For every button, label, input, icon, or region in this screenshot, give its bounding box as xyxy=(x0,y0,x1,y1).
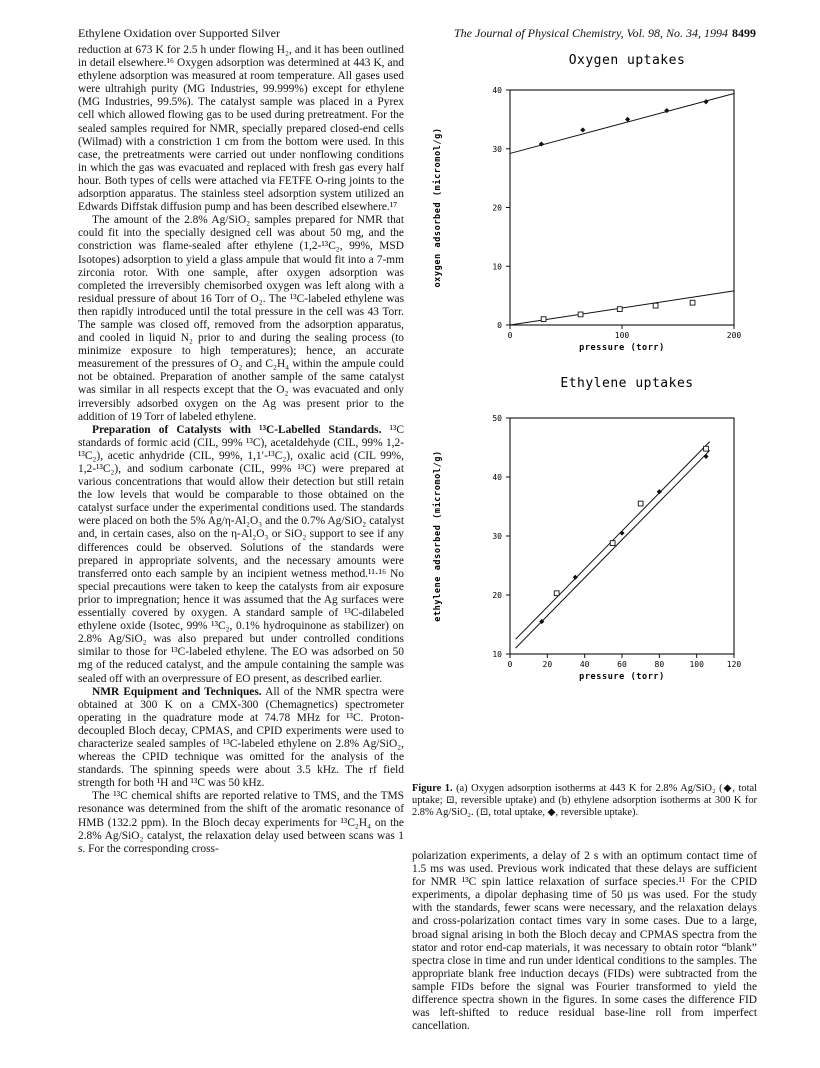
plot-frame xyxy=(510,418,734,654)
paragraph-text: All of the NMR spectra were obtained at 300 K on a CMX-300 (Chemagnetics) spectrometer operating in the quadrature mode at 74.78 MHz for ¹³C. Proton-decoupled Bloch decay, CPMAS, and CPID experiments were used to characterize sealed samples of ¹³C-labeled ethylene on 2.8% Ag/SiO₂, whereas the CPID technique was omitted for the analysis of the standards. The spinning speeds were about 3.5 kHz. The rf field strength for both ¹H and ¹³C was 50 kHz. xyxy=(78,685,404,790)
data-point-diamond xyxy=(703,454,708,459)
x-axis-label: pressure (torr) xyxy=(579,343,665,353)
data-point-diamond xyxy=(619,530,624,535)
x-tick-label: 20 xyxy=(542,660,553,669)
y-tick-label: 10 xyxy=(492,262,502,272)
x-tick-label: 100 xyxy=(689,660,704,669)
paragraph xyxy=(78,424,404,686)
data-point-square xyxy=(617,307,622,312)
x-tick-label: 0 xyxy=(507,660,513,669)
paragraph: polarization experiments, a delay of 2 s with an optimum contact time of 1.5 ms was used. Previous work indicated that these delays are sufficient for NMR ¹³C spin lattice relaxation of surface species.¹¹ For the CPID experiments, a dipolar dephasing time of 50 µs was used. For the study with the standards, fewer scans were necessary, and the relaxation delays and cross-polarization contact times vary in some cases. Due to a large, broad signal arising in both the Bloch decay and CPMAS spectra from the stator and rotor end-cap materials, it was necessary to obtain rotor “blank” spectra close in time and run under identical conditions to the samples. The appropriate blank free induction decays (FIDs) were subtracted from the sample FIDs before the signal was Fourier transformed to yield the difference spectra shown in the figures. In some cases the difference FID was left-shifted to reduce residual base-line roll from imperfect cancellation. xyxy=(412,850,757,1033)
right-column xyxy=(412,850,757,1033)
x-tick-label: 120 xyxy=(726,660,742,669)
caption-label: Figure 1. xyxy=(412,783,453,794)
x-axis-label: pressure (torr) xyxy=(579,672,665,682)
paragraph xyxy=(78,686,404,791)
x-tick-label: 40 xyxy=(579,660,590,669)
fit-line xyxy=(516,450,710,648)
data-point-diamond xyxy=(580,127,585,132)
section-heading: Preparation of Catalysts with ¹³C-Labelled Standards. xyxy=(92,423,382,436)
chart-title: Oxygen uptakes xyxy=(568,53,686,68)
x-tick-label: 80 xyxy=(654,660,665,669)
y-tick-label: 20 xyxy=(492,203,502,213)
y-axis-label: ethylene adsorbed (micromol/g) xyxy=(433,450,443,622)
running-title: Ethylene Oxidation over Supported Silver xyxy=(78,26,280,40)
x-tick-label: 100 xyxy=(614,331,630,340)
data-point-square xyxy=(554,591,559,596)
figure-1 xyxy=(412,44,772,779)
section-heading: NMR Equipment and Techniques. xyxy=(92,685,262,698)
y-tick-label: 50 xyxy=(492,414,502,423)
x-tick-label: 200 xyxy=(726,331,742,340)
data-point-square xyxy=(610,541,615,546)
data-point-square xyxy=(690,300,695,305)
caption-text: (a) Oxygen adsorption isotherms at 443 K for 2.8% Ag/SiO₂ (◆, total uptake; ⊡, reversible uptake) and (b) ethylene adsorption isotherms at 300 K for 2.8% Ag/SiO₂. (⊡, total uptake, ◆, reversible uptake). xyxy=(412,783,757,819)
paragraph: reduction at 673 K for 2.5 h under flowing H₂, and it has been outlined in detail elsewhere.¹⁶ Oxygen adsorption was determined at 443 K, and ethylene adsorption was measured at room temperature. All gases used were ultrahigh purity (MG Industries, 99.999%) except for ethylene (MG Industries, 99.5%). The catalyst sample was placed in a Pyrex cell which allowed flowing gas to be used during pretreatment. For the sealed samples required for NMR, specially prepared closed-end cells (Wilmad) with a constriction 1 cm from the bottom were used. In this case, the pretreatments were carried out under nonflowing conditions in which the gas was evacuated and replaced with fresh gas every half hour. Both types of cells were attached via FETFE O-ring joints to the adsorption apparatus. The stainless steel adsorption system utilized an Edwards Diffstak diffusion pump and has been described elsewhere.¹⁷ xyxy=(78,44,404,214)
page-number: 8499 xyxy=(732,26,756,40)
y-tick-label: 40 xyxy=(492,86,502,95)
data-point-square xyxy=(578,312,583,317)
figure-caption xyxy=(412,783,757,820)
y-tick-label: 10 xyxy=(492,650,502,659)
data-point-diamond xyxy=(657,489,662,494)
paragraph: The amount of the 2.8% Ag/SiO₂ samples prepared for NMR that could fit into the specially designed cell was about 50 mg, and the constriction was flame-sealed after ethylene (1,2-¹³C₂, 99%, MSD Isotopes) adsorption to yield a glass ampule that would fit into a 7-mm zirconia rotor. With one sample, after oxygen adsorption was completed the irreversibly chemisorbed oxygen was left along with a residual pressure of about 16 Torr of O₂. The ¹³C-labeled ethylene was then rapidly introduced until the total pressure in the cell was 43 Torr. The sample was closed off, removed from the adsorption apparatus, and cooled in liquid N₂ prior to and during the sealing process (to minimize exposure to high temperatures); hence, an accurate measurement of the pressures of O₂ and C₂H₄ within the ampule could not be obtained. Preparation of another sample of the same catalyst was similar in all respects except that the O₂ was evacuated and only irreversibly adsorbed oxygen on the Ag was present prior to the addition of 19 Torr of labeled ethylene. xyxy=(78,214,404,423)
y-tick-label: 20 xyxy=(492,591,502,600)
data-point-square xyxy=(704,446,709,451)
x-tick-label: 60 xyxy=(617,660,627,669)
y-axis-label: oxygen adsorbed (micromol/g) xyxy=(433,127,443,288)
data-point-square xyxy=(541,317,546,322)
y-tick-label: 0 xyxy=(497,321,502,330)
paragraph-text: ¹³C standards of formic acid (CIL, 99% ¹³C), acetaldehyde (CIL, 99% 1,2-¹³C₂), acetic anhydride (CIL, 99%, 1,1′-¹³C₂), oxalic acid (CIL 99%, 1,2-¹³C₂), and sodium carbonate (CIL, 99% ¹³C) were prepared at various concentrations that would allow their detection but still retain the low levels that would be comparable to those obtained on the catalyst surface under the experimental conditions used. The standards were placed on both the 5% Ag/η-Al₂O₃ and the 0.7% Ag/SiO₂ catalyst and, in certain cases, also on the η-Al₂O₃ or SiO₂ support to see if any differences could be observed. Solutions of the standards were prepared in appropriate solvents, and the necessary amounts were transferred onto each sample by an incipient wetness method.¹¹·¹⁶ No special precautions were taken to keep the catalysts from air exposure prior to impregnation; hence it was assumed that the Ag surfaces were essentially covered by oxygen. A standard sample of ¹³C-dilabeled ethylene oxide (Isotec, 99% ¹³C₂, 0.1% hydroquinone as stabilizer) on 2.8% Ag/SiO₂ was also prepared but under controlled conditions similar to those for ¹³C-labeled ethylene. The EO was adsorbed on 50 mg of the reduced catalyst, and the ampule containing the sample was sealed off with an overpressure of EO present, as described earlier. xyxy=(78,423,404,685)
y-tick-label: 30 xyxy=(492,532,502,541)
data-point-diamond xyxy=(573,575,578,580)
data-point-square xyxy=(638,501,643,506)
fit-line xyxy=(510,94,734,154)
left-column xyxy=(78,44,404,856)
y-tick-label: 30 xyxy=(492,144,502,154)
journal-name: The Journal of Physical Chemistry, Vol. 98, No. 34, 1994 xyxy=(454,26,728,40)
data-point-diamond xyxy=(703,99,708,104)
plot-frame xyxy=(510,90,734,325)
data-point-square xyxy=(653,303,658,308)
y-tick-label: 40 xyxy=(492,473,502,482)
chart-title: Ethylene uptakes xyxy=(560,376,694,391)
paragraph: The ¹³C chemical shifts are reported relative to TMS, and the TMS resonance was determined from the shift of the aromatic resonance of HMB (132.2 ppm). In the Bloch decay experiments for ¹³C₂H₄ on the 2.8% Ag/SiO₂ catalyst, the relaxation delay used between scans was 1 s. For the corresponding cross- xyxy=(78,790,404,855)
x-tick-label: 0 xyxy=(507,331,513,340)
journal-citation xyxy=(412,26,756,41)
